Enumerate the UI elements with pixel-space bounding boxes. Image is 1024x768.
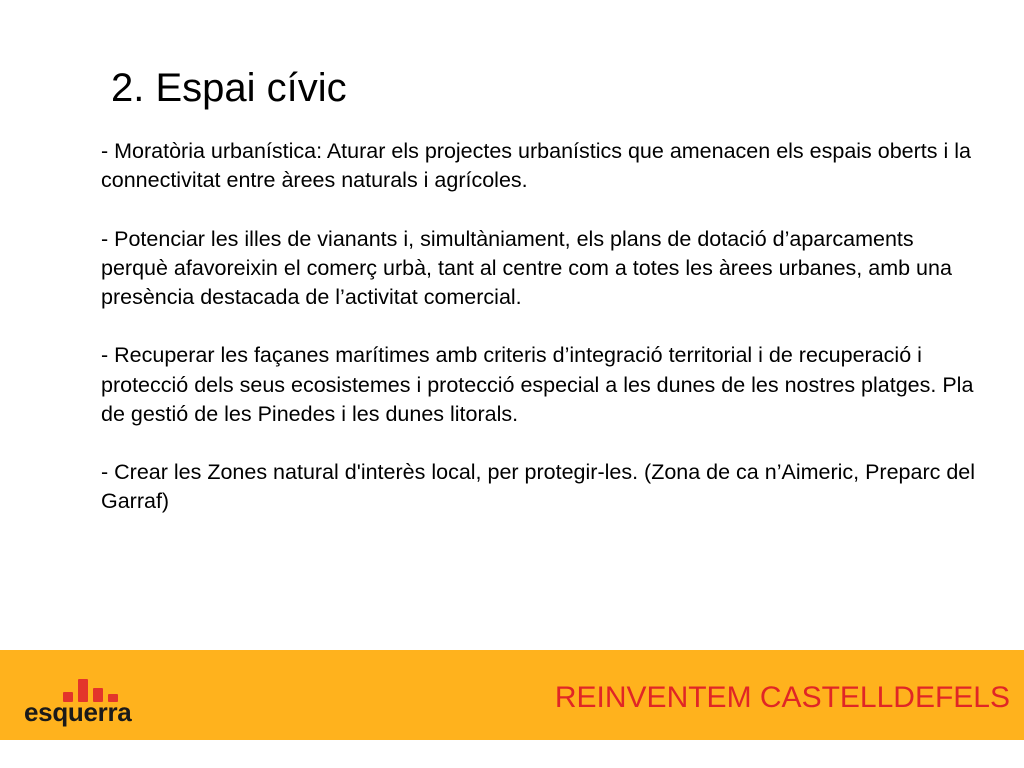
bullet-zones-naturals: - Crear les Zones natural d'interès local, per protegir-les. (Zona de ca n’Aimeric, Preparc del Garraf) — [101, 460, 976, 514]
logo-text: esquerra — [24, 697, 132, 727]
slogan: REINVENTEM CASTELLDEFELS — [554, 681, 1010, 714]
bullet-moratoria: - Moratòria urbanística: Aturar els projectes urbanístics que amenacen els espais oberts i la connectivitat entre àrees naturals i agrícoles. — [101, 139, 971, 193]
footer-bar — [0, 650, 1024, 740]
esquerra-logo — [22, 662, 148, 732]
bullet-illes-vianants: - Potenciar les illes de vianants i, simultàniament, els plans de dotació d’aparcaments perquè afavoreixin el comerç urbà, tant al centre com a totes les àrees urbanes, amb una presència destacada de l’activitat comercial. — [101, 226, 952, 309]
slide-title: 2. Espai cívic — [111, 66, 347, 110]
slide-body — [101, 137, 981, 546]
esquerra-stripes-logo-icon — [22, 662, 148, 702]
bullet-facanes-maritimes: - Recuperar les façanes marítimes amb criteris d’integració territorial i de recuperació i protecció dels seus ecosistemes i protecció especial a les dunes de les nostres platges. Pla de gestió de les Pinedes i les dunes litorals. — [101, 343, 974, 426]
